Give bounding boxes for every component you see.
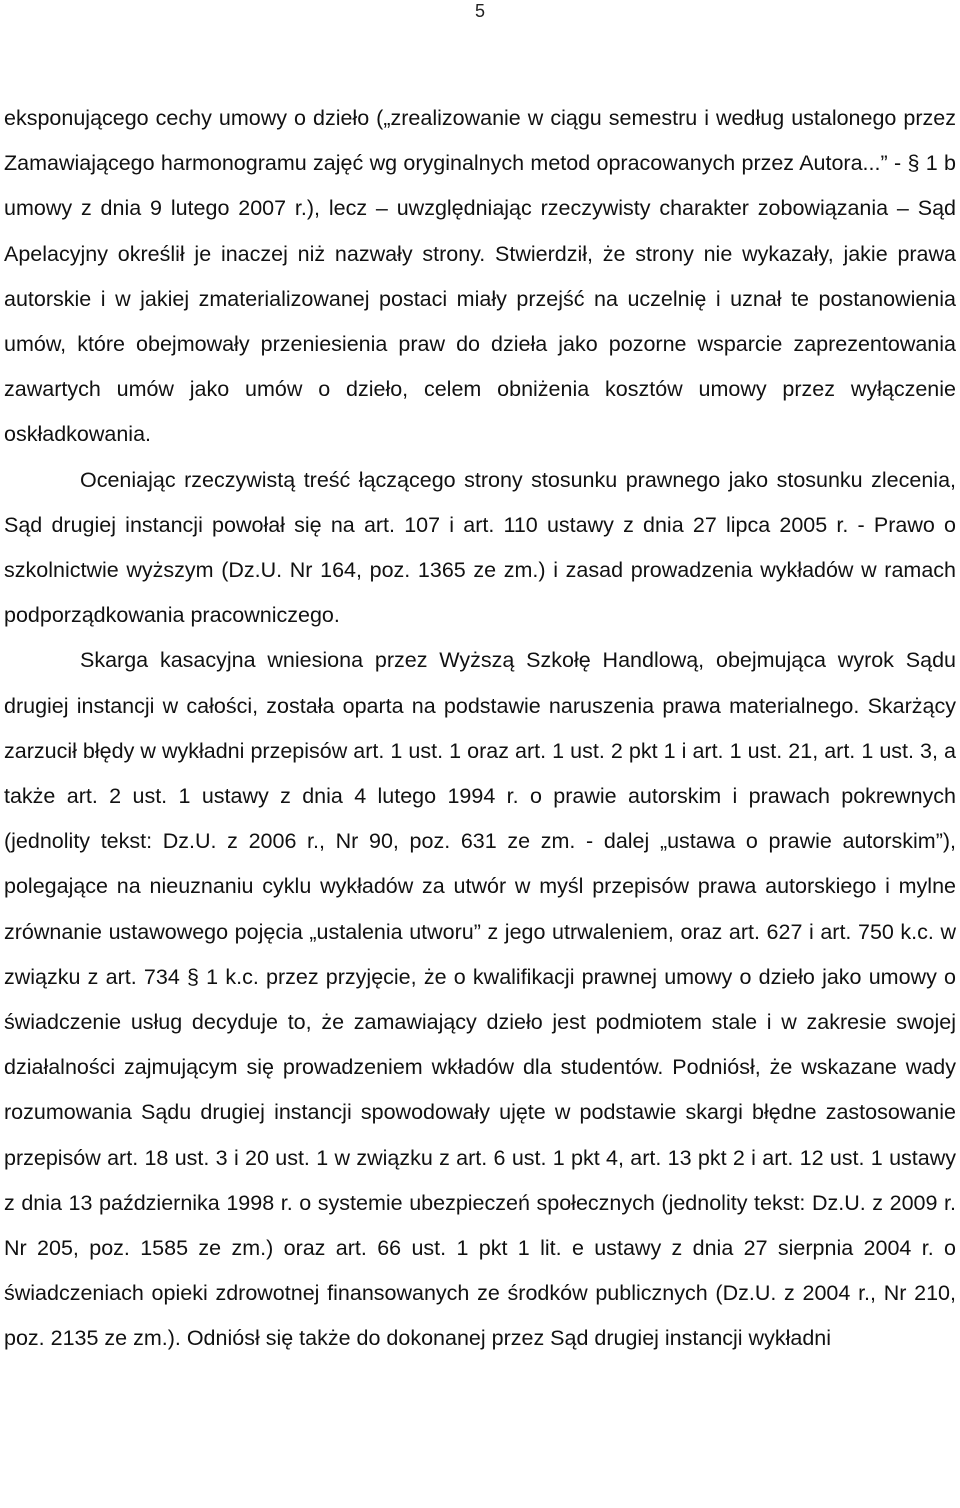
paragraph-3: Skarga kasacyjna wniesiona przez Wyższą Szkołę Handlową, obejmująca wyrok Sądu drugiej instancji w całości, została oparta na podstawie naruszenia prawa materialnego. Skarżący zarzucił błędy w wykładni przepisów art. 1 ust. 1 oraz art. 1 ust. 2 pkt 1 i art. 1 ust. 21, art. 1 ust. 3, a także art. 2 ust. 1 ustawy z dnia 4 lutego 1994 r. o prawie autorskim i prawach pokrewnych (jednolity tekst: Dz.U. z 2006 r., Nr 90, poz. 631 ze zm. - dalej „ustawa o prawie autorskim”), polegające na nieuznaniu cyklu wykładów za utwór w myśl przepisów prawa autorskiego i mylne zrównanie ustawowego pojęcia „ustalenia utworu” z jego utrwaleniem, oraz art. 627 i art. 750 k.c. w związku z art. 734 § 1 k.c. przez przyjęcie, że o kwalifikacji prawnej umowy o dzieło jako umowy o świadczenie usług decyduje to, że zamawiający dzieło jest podmiotem stale i w zakresie swojej działalności zajmującym się prowadzeniem wkładów dla studentów. Podniósł, że wskazane wady rozumowania Sądu drugiej instancji spowodowały ujęte w podstawie skargi błędne zastosowanie przepisów art. 18 ust. 3 i 20 ust. 1 w związku z art. 6 ust. 1 pkt 4, art. 13 pkt 2 i art. 12 ust. 1 ustawy z dnia 13 października 1998 r. o systemie ubezpieczeń społecznych (jednolity tekst: Dz.U. z 2009 r. Nr 205, poz. 1585 ze zm.) oraz art. 66 ust. 1 pkt 1 lit. e ustawy z dnia 27 sierpnia 2004 r. o świadczeniach opieki zdrowotnej finansowanych ze środków publicznych (Dz.U. z 2004 r., Nr 210, poz. 2135 ze zm.). Odniósł się także do dokonanej przez Sąd drugiej instancji wykładni xyxy=(4,648,956,1351)
page-number: 5 xyxy=(474,1,485,21)
document-body xyxy=(4,96,956,1362)
paragraph-2: Oceniając rzeczywistą treść łączącego strony stosunku prawnego jako stosunku zlecenia, Sąd drugiej instancji powołał się na art. 107 i art. 110 ustawy z dnia 27 lipca 2005 r. - Prawo o szkolnictwie wyższym (Dz.U. Nr 164, poz. 1365 ze zm.) i zasad prowadzenia wykładów w ramach podporządkowania pracowniczego. xyxy=(4,467,956,628)
paragraph-1: eksponującego cechy umowy o dzieło („zrealizowanie w ciągu semestru i według ustalonego przez Zamawiającego harmonogramu zajęć wg oryginalnych metod opracowanych przez Autora...” - § 1 b umowy z dnia 9 lutego 2007 r.), lecz – uwzględniając rzeczywisty charakter zobowiązania – Sąd Apelacyjny określił je inaczej niż nazwały strony. Stwierdził, że strony nie wykazały, jakie prawa autorskie i w jakiej zmaterializowanej postaci miały przejść na uczelnię i uznał te postanowienia umów, które obejmowały przeniesienia praw do dzieła jako pozorne wsparcie zaprezentowania zawartych umów jako umów o dzieło, celem obniżenia kosztów umowy przez wyłączenie oskładkowania. xyxy=(4,106,956,447)
